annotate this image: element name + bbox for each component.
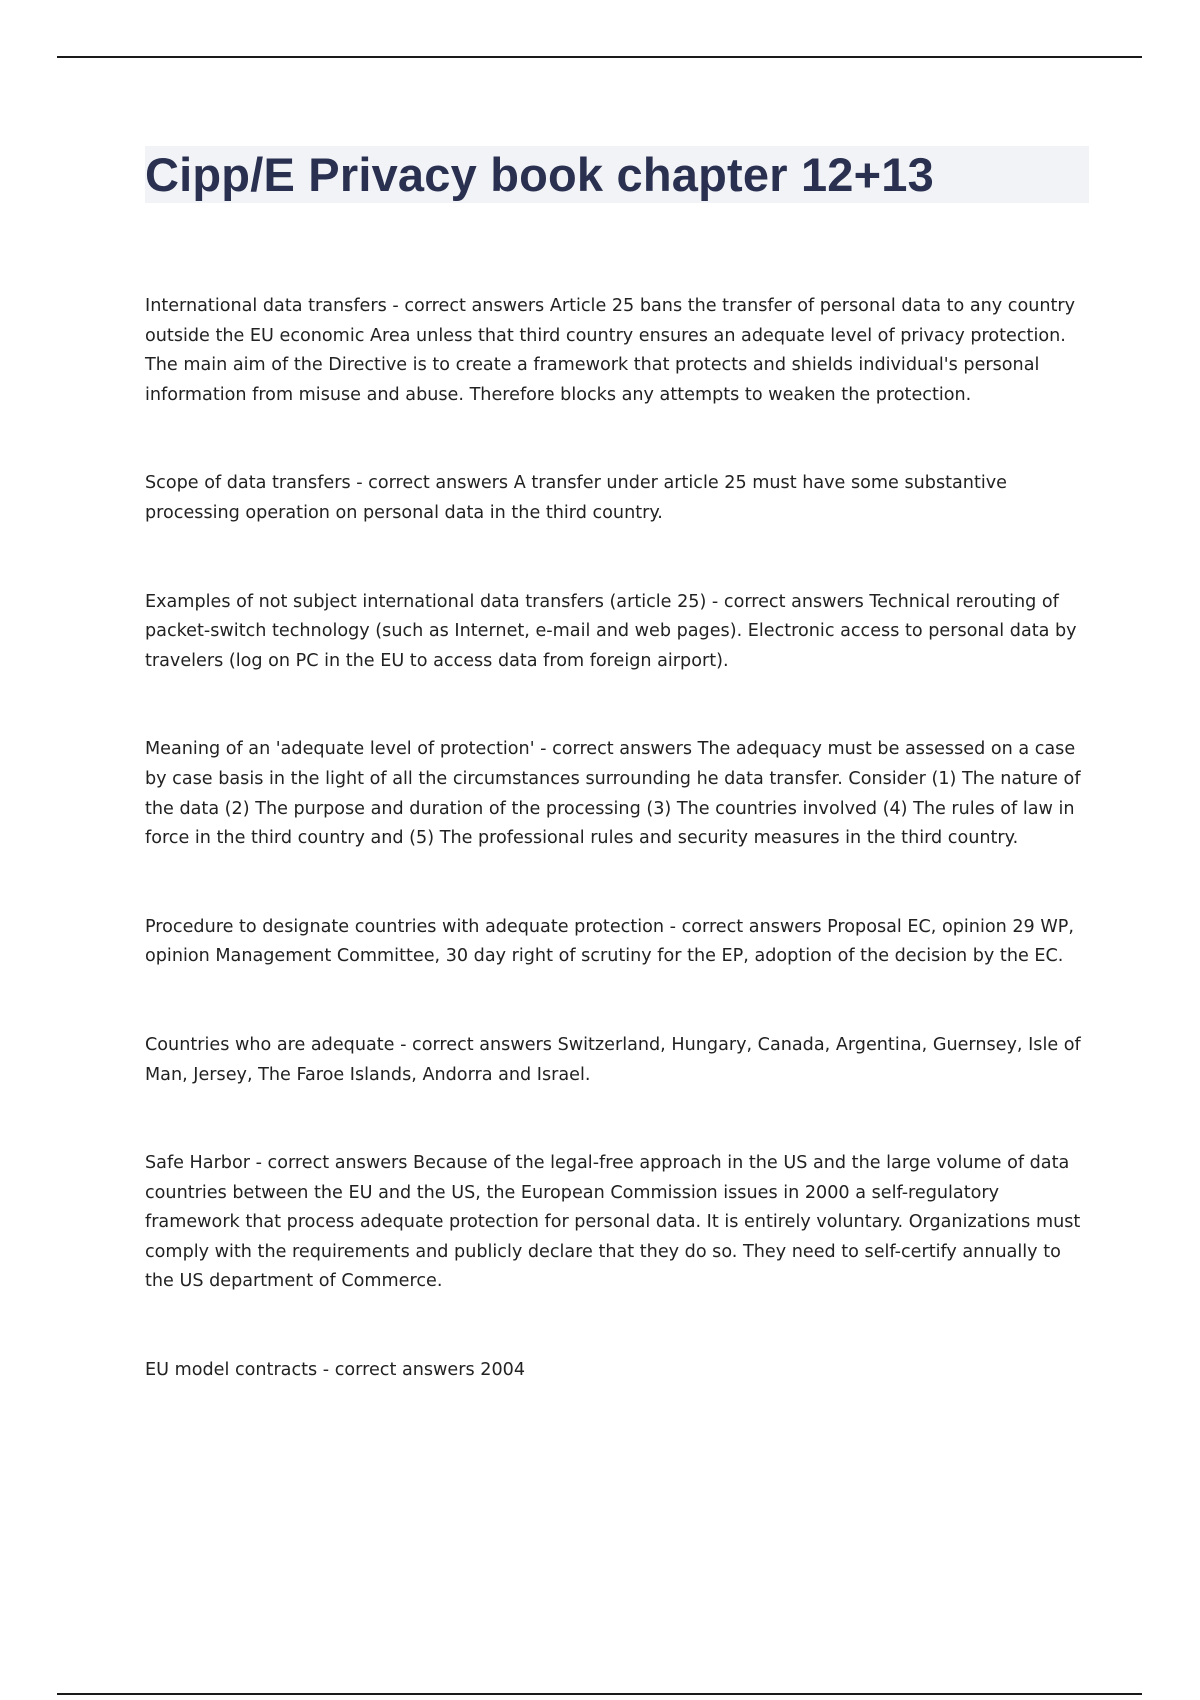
answer-label: correct answers: [681, 916, 822, 937]
bottom-rule: [57, 1693, 1142, 1695]
entry-term: Safe Harbor -: [145, 1153, 268, 1173]
entry-answer: A transfer under article 25 must have some substantive processing operation on personal data in the third country.: [145, 473, 1007, 523]
entry-answer: 2004: [480, 1360, 526, 1381]
entry-answer: Because of the legal-free approach in the US and the large volume of data countries between the EU and the US, the European Commission issues in 2000 a self-regulatory framework that process adequate protection for personal data. It is entirely voluntary. Organizations must comply with the requirements and publicly declare that they do so. They need to self-certify annually to the US department of Commerce.: [145, 1153, 1081, 1292]
page-title: Cipp/E Privacy book chapter 12+13: [145, 148, 934, 201]
flashcard-entry: [145, 588, 1090, 677]
entry-answer: Proposal EC, opinion 29 WP, opinion Management Committee, 30 day right of scrutiny for the EP, adoption of the decision by the EC.: [145, 916, 1074, 967]
flashcard-entry: [145, 913, 1090, 972]
entry-answer: Technical rerouting of packet-switch technology (such as Internet, e-mail and web pages). Electronic access to personal data by travelers (log on PC in the EU to access data from foreign airport).: [145, 591, 1077, 671]
flashcard-list: [145, 292, 1090, 1445]
entry-term: Procedure to designate countries with adequate protection -: [145, 917, 682, 937]
entry-answer: Article 25 bans the transfer of personal data to any country outside the EU economic Area unless that third country ensures an adequate level of privacy protection. The main aim of the Directive is to create a framework that protects and shields individual's personal information from misuse and abuse. Therefore blocks any attempts to weaken the protection.: [145, 296, 1076, 405]
top-rule: [57, 56, 1142, 58]
answer-label: correct answers: [368, 473, 509, 494]
entry-answer: Switzerland, Hungary, Canada, Argentina, Guernsey, Isle of Man, Jersey, The Faroe Islands, Andorra and Israel.: [145, 1034, 1081, 1085]
flashcard-entry: [145, 469, 1090, 528]
answer-label: correct answers: [334, 1360, 475, 1381]
flashcard-entry: [145, 1031, 1090, 1090]
answer-label: correct answers: [412, 1034, 552, 1055]
answer-label: correct answers: [267, 1153, 408, 1174]
entry-term: Examples of not subject international data transfers (article 25) -: [145, 592, 724, 612]
entry-term: Countries who are adequate -: [145, 1035, 412, 1055]
entry-answer: The adequacy must be assessed on a case by case basis in the light of all the circumstances surrounding he data transfer. Consider (1) The nature of the data (2) The purpose and duration of the processing (3) The countries involved (4) The rules of law in force in the third country and (5) The professional rules and security measures in the third country.: [145, 739, 1081, 849]
answer-label: correct answers: [552, 739, 692, 760]
flashcard-entry: [145, 292, 1090, 410]
flashcard-entry: [145, 1356, 1090, 1386]
entry-term: EU model contracts -: [145, 1360, 335, 1380]
answer-label: correct answers: [404, 296, 545, 316]
flashcard-entry: [145, 1149, 1090, 1297]
entry-term: International data transfers -: [145, 296, 404, 316]
flashcard-entry: [145, 735, 1090, 853]
entry-term: Meaning of an 'adequate level of protection' -: [145, 739, 552, 759]
answer-label: correct answers: [723, 591, 864, 612]
entry-term: Scope of data transfers -: [145, 473, 368, 493]
